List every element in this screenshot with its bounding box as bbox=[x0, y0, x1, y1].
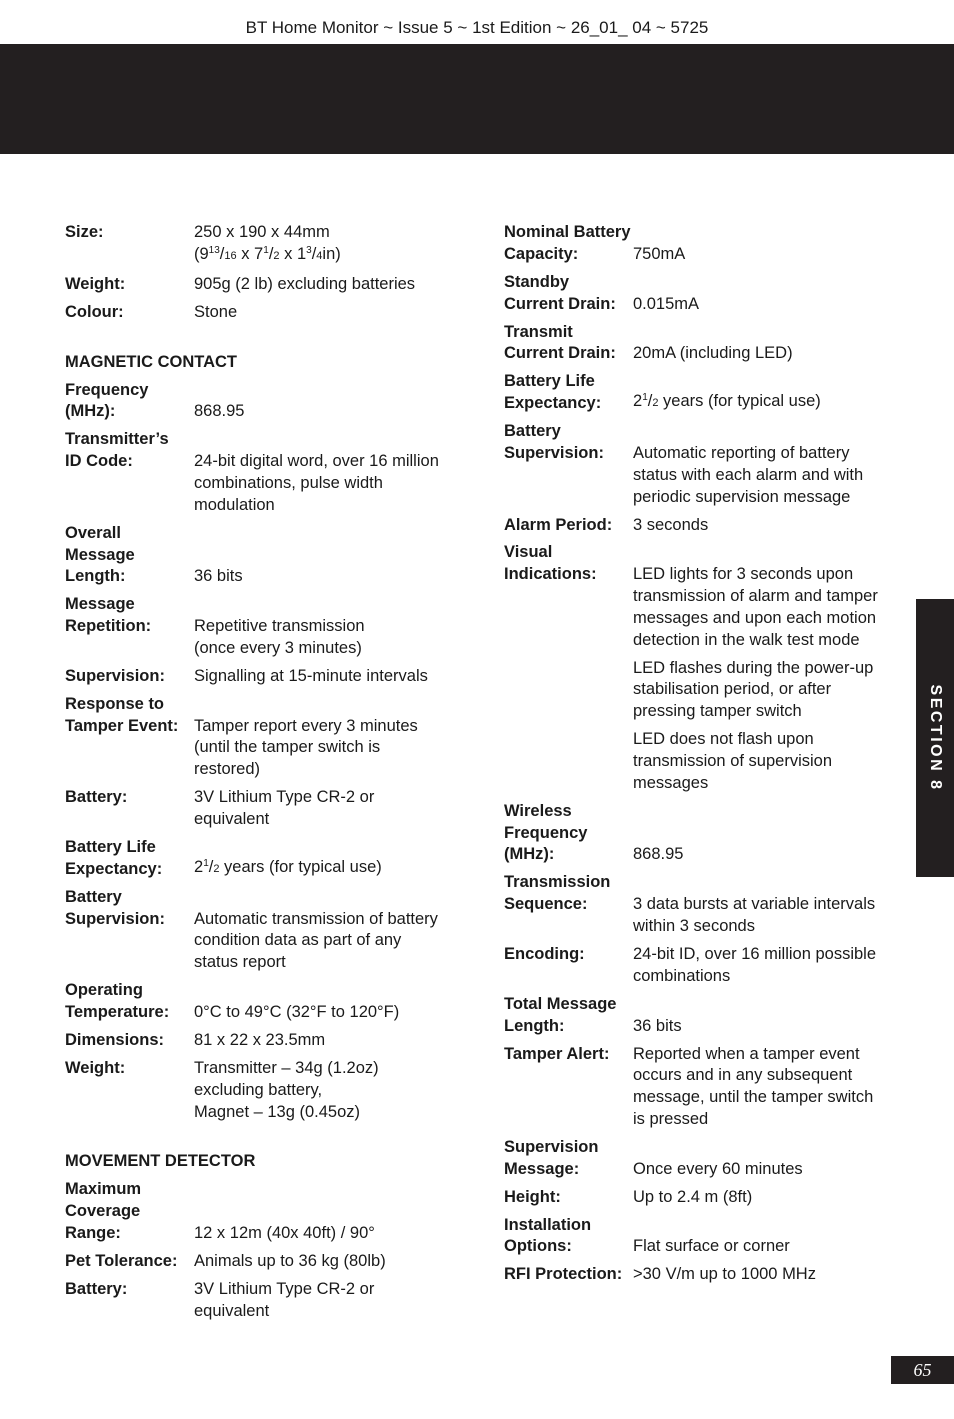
spec-value: 905g (2 lb) excluding batteries bbox=[194, 274, 416, 293]
spec-value: Transmitter – 34g (1.2oz) excluding battery, Magnet – 13g (0.45oz) bbox=[194, 1058, 379, 1121]
spec-label: Pet Tolerance: bbox=[65, 1251, 178, 1270]
spec-message-length bbox=[65, 523, 465, 588]
spec-label: Wireless Frequency (MHz): bbox=[504, 801, 588, 864]
page-number: 65 bbox=[891, 1356, 954, 1384]
spec-battery-life bbox=[504, 371, 904, 415]
spec-battery-detector bbox=[65, 1279, 465, 1323]
size-dimensions-inches: ($9^{13}/16$ x $7^1/2$ x $1^3/4in$) bbox=[194, 244, 341, 263]
spec-value: 24-bit ID, over 16 million possible combinations bbox=[633, 944, 877, 985]
spec-value: Stone bbox=[194, 302, 238, 321]
spec-value: 3 seconds bbox=[633, 515, 709, 534]
spec-label: Height: bbox=[504, 1187, 561, 1206]
spec-label: Colour: bbox=[65, 302, 124, 321]
spec-label: Encoding: bbox=[504, 944, 585, 963]
spec-operating-temperature bbox=[65, 980, 465, 1024]
spec-value: 3V Lithium Type CR-2 or equivalent bbox=[194, 788, 375, 829]
spec-value: $2^1/2$ years (for typical use) bbox=[633, 392, 821, 411]
spec-battery-life bbox=[65, 837, 465, 881]
spec-label: Size: bbox=[65, 223, 104, 241]
spec-installation-options bbox=[504, 1215, 904, 1259]
header-banner bbox=[0, 44, 954, 154]
spec-label: Transmitter’s ID Code: bbox=[65, 430, 169, 471]
spec-value: Automatic reporting of battery status with each alarm and with periodic supervision message bbox=[633, 443, 864, 506]
spec-label: Weight: bbox=[65, 1058, 126, 1077]
spec-transmit-current bbox=[504, 322, 904, 366]
spec-coverage-range bbox=[65, 1179, 465, 1244]
spec-label: Supervision: bbox=[65, 666, 165, 685]
spec-label: Visual Indications: bbox=[504, 543, 597, 584]
spec-label: Supervision Message: bbox=[504, 1137, 599, 1178]
spec-label: Alarm Period: bbox=[504, 515, 613, 534]
spec-label: Overall Message Length: bbox=[65, 523, 135, 586]
spec-value: 3 data bursts at variable intervals within 3 seconds bbox=[633, 895, 876, 935]
spec-value: $2^1/2$ years (for typical use) bbox=[194, 857, 382, 876]
size-dimensions-mm: 250 x 190 x 44mm bbox=[194, 223, 330, 241]
spec-value: Automatic transmission of battery condition data as part of any status report bbox=[194, 909, 438, 972]
spec-alarm-period bbox=[504, 515, 904, 537]
spec-value: Animals up to 36 kg (80lb) bbox=[194, 1251, 386, 1270]
spec-label: Battery Supervision: bbox=[65, 887, 165, 928]
running-header: BT Home Monitor ~ Issue 5 ~ 1st Edition ~ 26_01_ 04 ~ 5725 bbox=[245, 18, 709, 37]
spec-value: Flat surface or corner bbox=[633, 1237, 790, 1256]
spec-value: 3V Lithium Type CR-2 or equivalent bbox=[194, 1279, 375, 1320]
spec-value: 0°C to 49°C (32°F to 120°F) bbox=[194, 1002, 400, 1021]
spec-label: Operating Temperature: bbox=[65, 981, 170, 1021]
spec-frequency bbox=[65, 380, 465, 424]
spec-battery bbox=[65, 787, 465, 831]
spec-weight bbox=[65, 274, 465, 296]
spec-value: Once every 60 minutes bbox=[633, 1159, 803, 1178]
spec-value: 81 x 22 x 23.5mm bbox=[194, 1030, 326, 1049]
spec-weight-contact bbox=[65, 1058, 465, 1123]
spec-label: Message Repetition: bbox=[65, 595, 152, 636]
visual-indication-paragraph: LED does not flash upon transmission of supervision messages bbox=[633, 730, 832, 792]
section-tab bbox=[916, 599, 954, 877]
spec-battery-capacity bbox=[504, 222, 904, 266]
spec-total-message-length bbox=[504, 994, 904, 1038]
spec-dimensions bbox=[65, 1030, 465, 1052]
spec-label: Battery: bbox=[65, 1279, 128, 1298]
spec-label: Battery: bbox=[65, 788, 128, 807]
spec-label: Transmit Current Drain: bbox=[504, 322, 616, 363]
spec-label: Dimensions: bbox=[65, 1030, 165, 1049]
spec-value: 20mA (including LED) bbox=[633, 344, 793, 363]
spec-value bbox=[194, 222, 465, 268]
spec-transmitter-id bbox=[65, 429, 465, 516]
spec-battery-supervision bbox=[65, 887, 465, 974]
spec-tamper-alert bbox=[504, 1044, 904, 1131]
spec-encoding bbox=[504, 944, 904, 988]
spec-size bbox=[65, 222, 465, 268]
spec-label: Transmission Sequence: bbox=[504, 873, 611, 914]
spec-colour bbox=[65, 302, 465, 324]
spec-label: Standby Current Drain: bbox=[504, 272, 616, 313]
spec-transmission-sequence bbox=[504, 872, 904, 937]
spec-value: 868.95 bbox=[633, 845, 684, 864]
spec-value: 24-bit digital word, over 16 million combinations, pulse width modulation bbox=[194, 452, 439, 514]
spec-value: 12 x 12m (40x 40ft) / 90° bbox=[194, 1223, 375, 1242]
spec-value: 750mA bbox=[633, 244, 686, 263]
spec-value: >30 V/m up to 1000 MHz bbox=[633, 1265, 816, 1284]
spec-label: Battery Supervision: bbox=[504, 422, 604, 462]
spec-standby-current bbox=[504, 272, 904, 316]
spec-supervision-message bbox=[504, 1137, 904, 1181]
right-column bbox=[504, 222, 904, 1292]
spec-rfi-protection bbox=[504, 1264, 904, 1286]
spec-value: 36 bits bbox=[633, 1016, 682, 1035]
spec-label: Maximum Coverage Range: bbox=[65, 1180, 142, 1242]
spec-value: Repetitive transmission (once every 3 minutes) bbox=[194, 617, 365, 657]
spec-label: Total Message Length: bbox=[504, 994, 617, 1035]
spec-value bbox=[633, 542, 904, 794]
spec-label: Installation Options: bbox=[504, 1215, 592, 1256]
spec-label: Nominal Battery Capacity: bbox=[504, 223, 631, 263]
spec-label: Response to Tamper Event: bbox=[65, 694, 179, 735]
spec-value: 0.015mA bbox=[633, 294, 700, 313]
spec-value: Up to 2.4 m (8ft) bbox=[633, 1187, 753, 1206]
spec-label: Weight: bbox=[65, 274, 126, 293]
spec-pet-tolerance bbox=[65, 1251, 465, 1273]
spec-battery-supervision bbox=[504, 421, 904, 508]
spec-label: Tamper Alert: bbox=[504, 1044, 610, 1063]
left-column bbox=[65, 222, 465, 1329]
section-tab-label: SECTION 8 bbox=[927, 684, 944, 792]
spec-value: Reported when a tamper event occurs and in any subsequent message, until the tamper switch is pressed bbox=[633, 1044, 874, 1128]
visual-indication-paragraph: LED lights for 3 seconds upon transmission of alarm and tamper messages and upon each motion detection in the walk test mode bbox=[633, 565, 878, 649]
spec-label: Battery Life Expectancy: bbox=[65, 838, 163, 878]
spec-message-repetition bbox=[65, 594, 465, 659]
section-heading-movement-detector: MOVEMENT DETECTOR bbox=[65, 1152, 256, 1171]
spec-label: Battery Life Expectancy: bbox=[504, 372, 602, 413]
spec-label: Frequency (MHz): bbox=[65, 380, 149, 421]
spec-label: RFI Protection: bbox=[504, 1265, 623, 1284]
spec-tamper-response bbox=[65, 694, 465, 781]
spec-value: 868.95 bbox=[194, 402, 245, 421]
spec-supervision bbox=[65, 666, 465, 688]
spec-visual-indications bbox=[504, 542, 904, 794]
visual-indication-paragraph: LED flashes during the power-up stabilisation period, or after pressing tamper switch bbox=[633, 658, 874, 721]
section-heading-magnetic-contact: MAGNETIC CONTACT bbox=[65, 352, 238, 371]
spec-value: Signalling at 15-minute intervals bbox=[194, 666, 428, 685]
spec-value: 36 bits bbox=[194, 567, 243, 586]
spec-height bbox=[504, 1187, 904, 1209]
spec-value: Tamper report every 3 minutes (until the tamper switch is restored) bbox=[194, 716, 418, 779]
spec-wireless-frequency bbox=[504, 801, 904, 866]
